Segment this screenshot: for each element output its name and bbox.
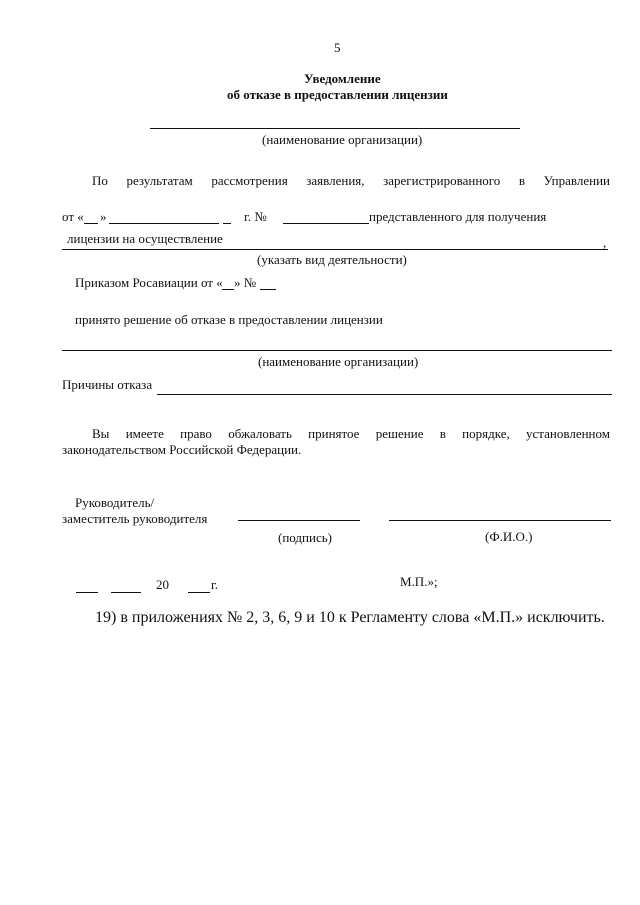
date-month-blank [111, 592, 141, 593]
date-day-blank [76, 592, 98, 593]
date-year-blank [188, 592, 210, 593]
word: По [92, 173, 108, 188]
word: в [439, 426, 446, 441]
word: установленном [526, 426, 610, 441]
amendment-text: 19) в приложениях № 2, 3, 6, 9 и 10 к Регламенту слова «М.П.» исключить. [95, 609, 605, 626]
word: рассмотрения [211, 173, 288, 188]
word: Управлении [543, 173, 610, 188]
word: заявления, [306, 173, 365, 188]
role-line1: Руководитель/ [75, 495, 155, 510]
page-number: 5 [334, 40, 341, 55]
word: зарегистрированного [383, 173, 501, 188]
role-line2: заместитель руководителя [62, 511, 208, 526]
word: имеете [125, 426, 164, 441]
registration-number-blank [283, 223, 369, 224]
signature-caption: (подпись) [278, 530, 332, 545]
order-day-blank [222, 289, 234, 290]
word: право [180, 426, 212, 441]
license-for-text: лицензии на осуществление [67, 231, 223, 246]
date-year-prefix: 20 [156, 577, 169, 592]
day-blank [84, 223, 98, 224]
order-number-prefix: » № [234, 275, 257, 290]
reasons-label: Причины отказа [62, 377, 153, 392]
presented-text: представленного для получения [369, 209, 547, 224]
stamp-label: М.П.»; [400, 574, 438, 589]
appeal-paragraph-line1 [92, 426, 610, 442]
appeal-paragraph-line2: законодательством Российской Федерации. [62, 442, 302, 457]
word: принятое [308, 426, 360, 441]
organization-caption: (наименование организации) [262, 132, 423, 147]
activity-line [62, 249, 608, 250]
organization-name-line-2 [62, 350, 612, 351]
date-year-suffix: г. [211, 577, 219, 592]
year-blank [223, 223, 231, 224]
document-title-line1: Уведомление [304, 71, 381, 86]
word: обжаловать [228, 426, 292, 441]
document-title-line2: об отказе в предоставлении лицензии [227, 87, 448, 102]
quote-close: » [100, 209, 107, 224]
word: результатам [126, 173, 193, 188]
activity-caption: (указать вид деятельности) [257, 252, 407, 267]
word: в [518, 173, 526, 188]
reasons-line [157, 394, 612, 395]
comma: , [603, 235, 607, 250]
month-year-blank [109, 223, 219, 224]
organization-name-line [150, 128, 520, 129]
number-prefix: г. № [244, 209, 267, 224]
decision-text: принято решение об отказе в предоставлении лицензии [75, 312, 383, 327]
results-paragraph-line1 [92, 173, 610, 189]
order-number-blank [260, 289, 276, 290]
word: порядке, [462, 426, 510, 441]
word: решение [375, 426, 424, 441]
from-prefix: от « [62, 209, 84, 224]
signature-line [238, 520, 360, 521]
word: Вы [92, 426, 110, 441]
full-name-caption: (Ф.И.О.) [485, 529, 533, 544]
full-name-line [389, 520, 611, 521]
order-text: Приказом Росавиации от « [75, 275, 223, 290]
organization-caption-2: (наименование организации) [258, 354, 419, 369]
